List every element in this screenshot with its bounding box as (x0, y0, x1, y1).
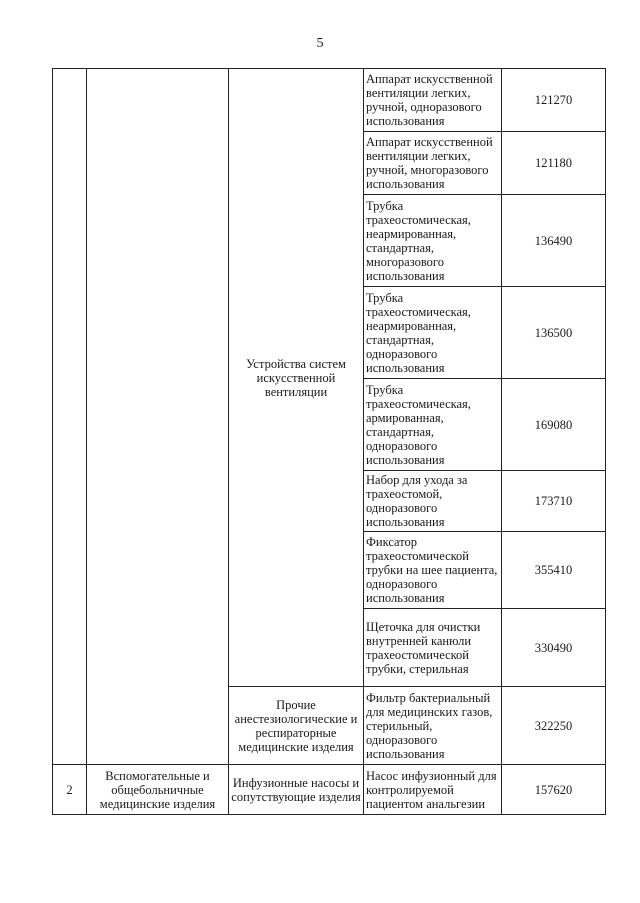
item-code-cell: 136500 (502, 287, 606, 379)
item-code-cell: 136490 (502, 195, 606, 287)
page-number: 5 (316, 36, 324, 51)
item-name-cell: Фиксатор трахеостомической трубки на шее пациента, одноразового использования (364, 532, 502, 609)
item-name-cell: Аппарат искусственной вентиляции легких, ручной, многоразового использования (364, 132, 502, 195)
item-code-cell: 173710 (502, 471, 606, 532)
subgroup-name-cell: Устройства систем искусственной вентиляции (229, 69, 364, 687)
item-code-cell: 322250 (502, 687, 606, 765)
item-name-cell: Фильтр бактериальный для медицинских газов, стерильный, одноразового использования (364, 687, 502, 765)
group-name-cell: Вспомогательные и общебольничные медицинские изделия (87, 765, 229, 815)
item-name-cell: Трубка трахеостомическая, неармированная, стандартная, одноразового использования (364, 287, 502, 379)
item-name-cell: Аппарат искусственной вентиляции легких, ручной, одноразового использования (364, 69, 502, 132)
item-code-cell: 355410 (502, 532, 606, 609)
item-name-cell: Набор для ухода за трахеостомой, одноразового использования (364, 471, 502, 532)
item-code-cell: 157620 (502, 765, 606, 815)
item-name-cell: Трубка трахеостомическая, армированная, стандартная, одноразового использования (364, 379, 502, 471)
item-code-cell: 121270 (502, 69, 606, 132)
item-name-cell: Трубка трахеостомическая, неармированная, стандартная, многоразового использования (364, 195, 502, 287)
group-name-cell (87, 69, 229, 765)
row-number-cell: 2 (53, 765, 87, 815)
item-name-cell: Щеточка для очистки внутренней канюли трахеостомической трубки, стерильная (364, 609, 502, 687)
item-code-cell: 330490 (502, 609, 606, 687)
item-name-cell: Насос инфузионный для контролируемой пациентом анальгезии (364, 765, 502, 815)
item-code-cell: 169080 (502, 379, 606, 471)
table-row (53, 69, 606, 132)
row-number-cell (53, 69, 87, 765)
subgroup-name-cell: Инфузионные насосы и сопутствующие изделия (229, 765, 364, 815)
table-row (53, 765, 606, 815)
subgroup-name-cell: Прочие анестезиологические и респираторные медицинские изделия (229, 687, 364, 765)
item-code-cell: 121180 (502, 132, 606, 195)
device-table (52, 68, 606, 815)
